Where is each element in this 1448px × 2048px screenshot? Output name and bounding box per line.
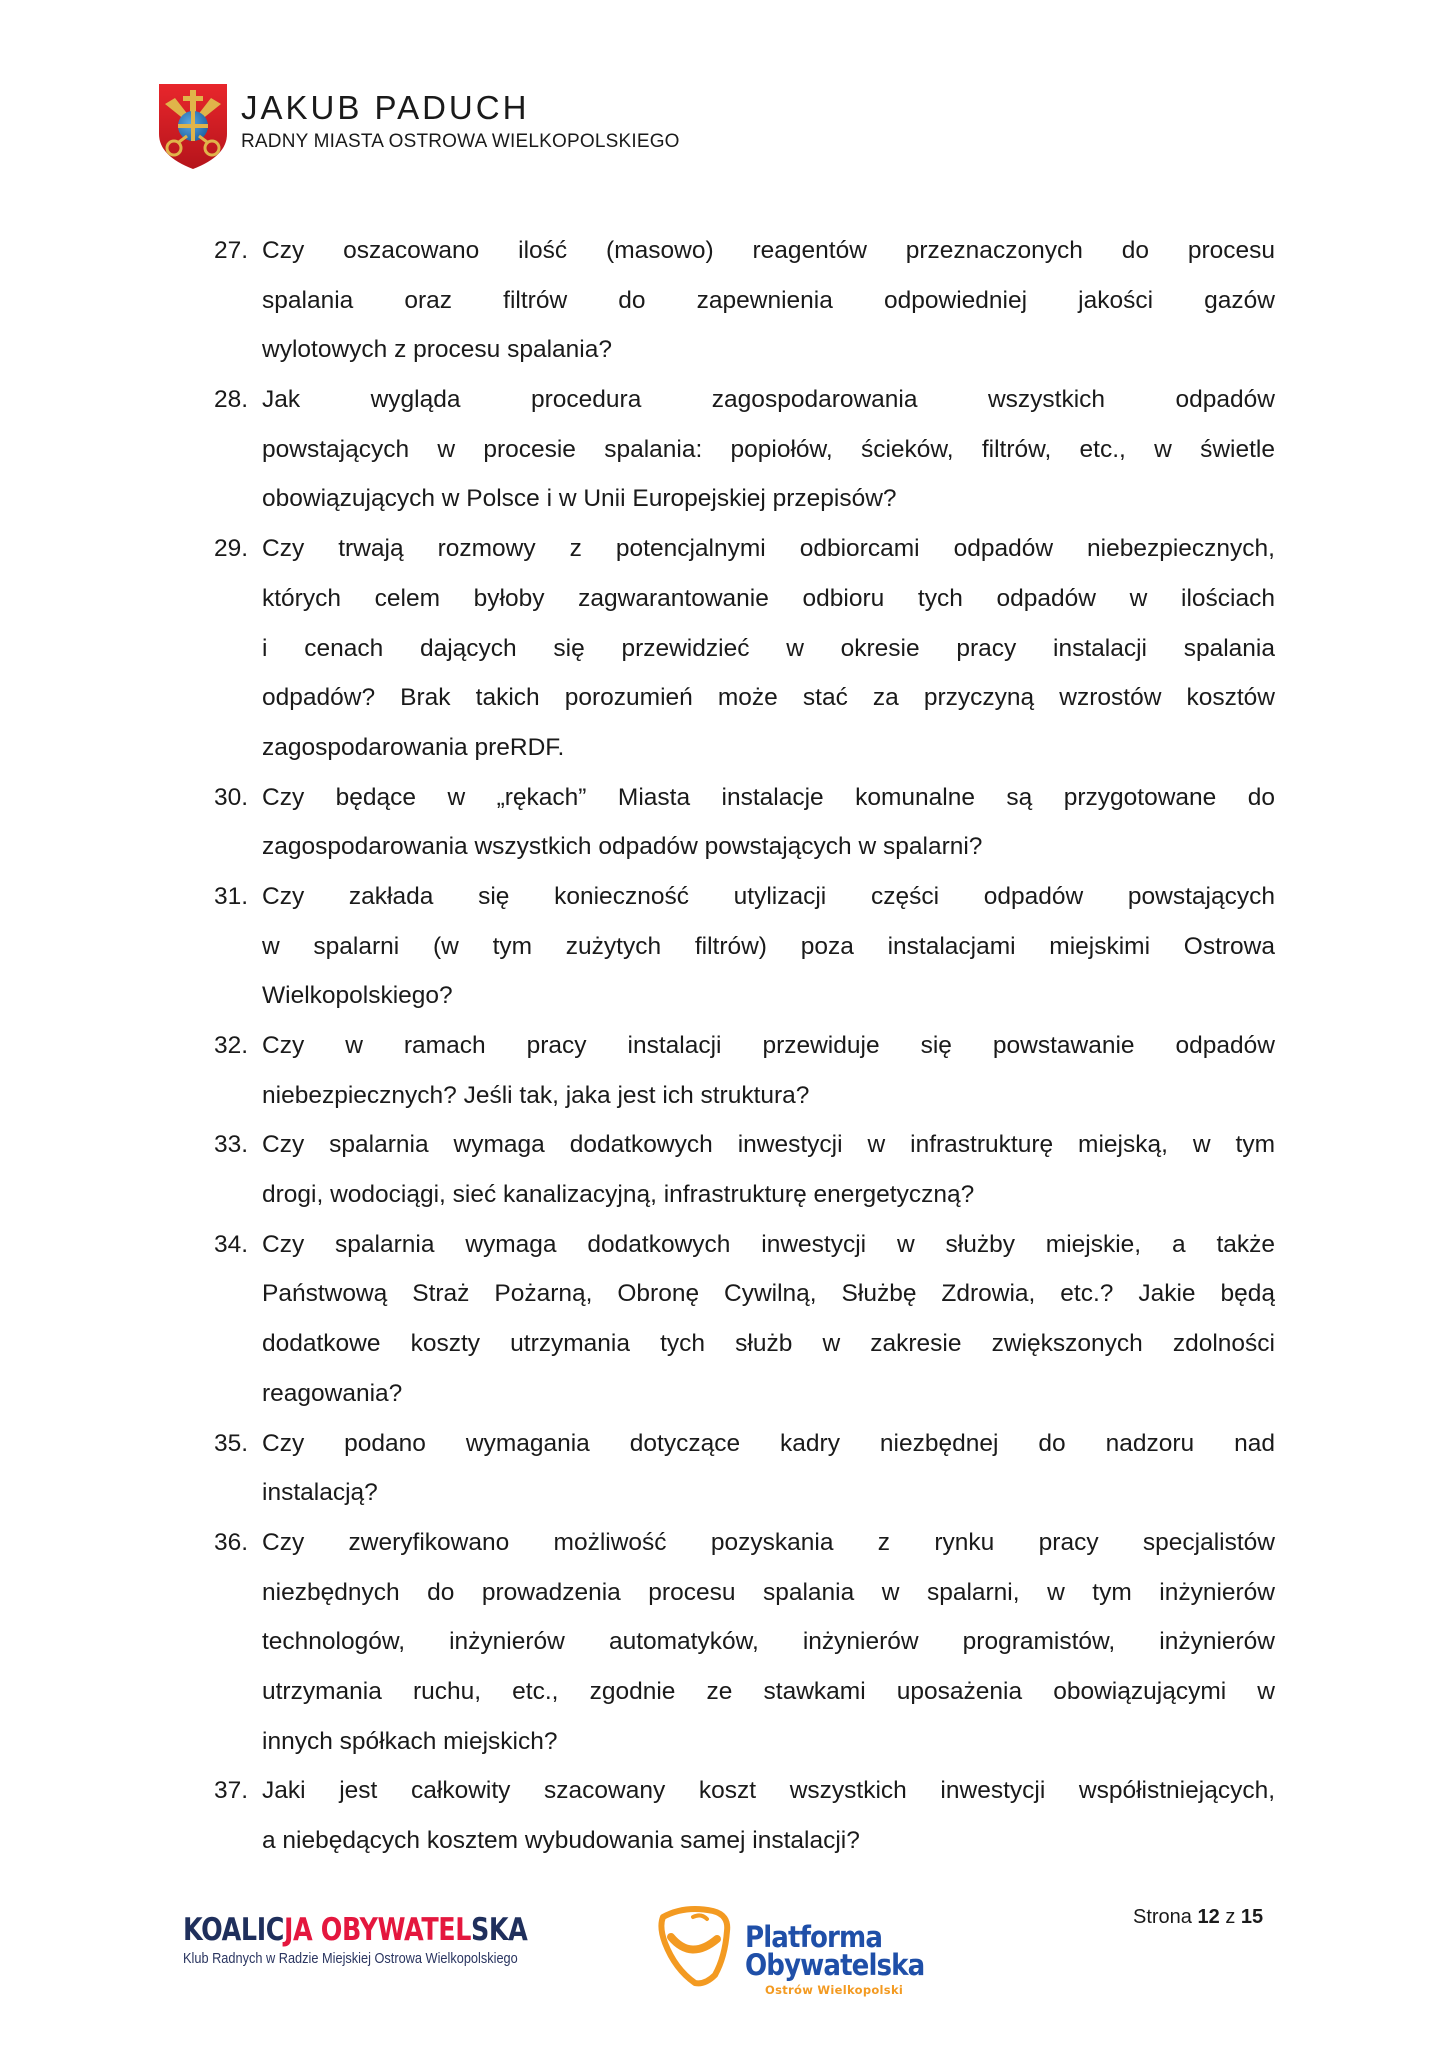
question-text [262,1120,1275,1219]
ko-title-part3: SKA [470,1912,528,1948]
question-number: 36. [214,1528,249,1556]
question-item [214,872,1275,1021]
page-separator: z [1225,1906,1236,1928]
question-number: 33. [214,1131,249,1159]
ko-title-part2: JA OBYWATEL [284,1912,471,1948]
question-text-line: utrzymania ruchu, etc., zgodnie ze stawkami uposażenia obowiązującymi w [262,1677,1275,1705]
question-text-line: Jaki jest całkowity szacowany koszt wszystkich inwestycji współistniejących, [262,1777,1275,1805]
question-text [262,226,1275,375]
question-text [262,1766,1275,1865]
question-text-line: spalania oraz filtrów do zapewnienia odpowiedniej jakości gazów [262,286,1275,314]
question-text [262,773,1275,872]
question-text-line: Czy spalarnia wymaga dodatkowych inwestycji w służby miejskie, a także [262,1230,1275,1258]
question-item [214,524,1275,772]
question-number: 31. [214,882,249,910]
question-number: 30. [214,783,249,811]
coat-of-arms-shield-icon [157,82,229,170]
question-item [214,226,1275,375]
question-text [262,1220,1275,1419]
question-text-line: odpadów? Brak takich porozumień może stać za przyczyną wzrostów kosztów [262,684,1275,712]
po-line1: Platforma [745,1920,883,1954]
question-text [262,1021,1275,1120]
question-number: 29. [214,535,249,563]
question-text-line: dodatkowe koszty utrzymania tych służb w zakresie zwiększonych zdolności [262,1330,1275,1358]
question-item [214,1220,1275,1419]
question-text-line: Wielkopolskiego? [262,982,453,1010]
po-shield-icon [655,1903,735,1987]
question-number: 27. [214,237,249,264]
question-text-line: technologów, inżynierów automatyków, inżynierów programistów, inżynierów [262,1628,1275,1656]
question-text-line: w spalarni (w tym zużytych filtrów) poza instalacjami miejskimi Ostrowa [262,932,1275,960]
question-number: 32. [214,1032,249,1059]
question-text-line: niebezpiecznych? Jeśli tak, jaka jest ich struktura? [262,1081,810,1109]
page-current: 12 [1197,1906,1220,1928]
ko-logo-title [183,1912,528,1948]
question-text-line: instalacją? [262,1479,378,1507]
question-item [214,375,1275,524]
koalicja-obywatelska-logo [183,1912,583,1968]
question-text-line: wylotowych z procesu spalania? [262,336,612,364]
question-text-line: drogi, wodociągi, sieć kanalizacyjną, infrastrukturę energetyczną? [262,1181,975,1209]
question-text-line: Czy w ramach pracy instalacji przewiduje się powstawanie odpadów [262,1032,1275,1059]
question-text-line: innych spółkach miejskich? [262,1727,558,1755]
author-title: RADNY MIASTA OSTROWA WIELKOPOLSKIEGO [241,131,680,152]
question-text-line: niezbędnych do prowadzenia procesu spalania w spalarni, w tym inżynierów [262,1578,1275,1606]
question-number: 28. [214,386,249,414]
question-text-line: których celem byłoby zagwarantowanie odbioru tych odpadów w ilościach [262,584,1275,612]
question-text-line: Czy trwają rozmowy z potencjalnymi odbiorcami odpadów niebezpiecznych, [262,535,1275,563]
question-text-line: Czy podano wymagania dotyczące kadry niezbędnej do nadzoru nad [262,1429,1275,1457]
question-number: 34. [214,1230,249,1258]
question-text [262,524,1275,772]
page-number [1133,1906,1263,1929]
question-text-line: Czy zweryfikowano możliwość pozyskania z rynku pracy specjalistów [262,1528,1275,1556]
ko-title-part1: KOALIC [183,1912,285,1948]
page-total: 15 [1240,1906,1264,1928]
question-text-line: powstających w procesie spalania: popiołów, ścieków, filtrów, etc., w świetle [262,435,1275,463]
question-list [214,226,1275,1866]
po-logo-text [745,1920,944,1997]
question-text-line: Czy oszacowano ilość (masowo) reagentów przeznaczonych do procesu [262,237,1275,264]
question-text [262,1419,1275,1518]
question-item [214,1419,1275,1518]
question-text-line: reagowania? [262,1379,403,1407]
page-label: Strona [1133,1906,1192,1928]
author-name: JAKUB PADUCH [241,89,530,126]
question-item [214,1766,1275,1865]
question-text-line: Czy spalarnia wymaga dodatkowych inwestycji w infrastrukturę miejską, w tym [262,1131,1275,1159]
po-line2: Obywatelska [745,1948,925,1982]
question-number: 35. [214,1429,249,1457]
question-item [214,773,1275,872]
question-text-line: Państwową Straż Pożarną, Obronę Cywilną, Służbę Zdrowia, etc.? Jakie będą [262,1280,1275,1308]
question-text-line: Czy będące w „rękach” Miasta instalacje komunalne są przygotowane do [262,783,1275,811]
question-number: 37. [214,1777,249,1805]
question-text-line: obowiązujących w Polsce i w Unii Europejskiej przepisów? [262,485,897,513]
po-city: Ostrów Wielkopolski [765,1983,904,1997]
question-text [262,1518,1275,1766]
question-text-line: Jak wygląda procedura zagospodarowania wszystkich odpadów [262,386,1275,414]
question-text-line: zagospodarowania preRDF. [262,733,565,761]
question-text-line: zagospodarowania wszystkich odpadów powstających w spalarni? [262,833,983,861]
platforma-obywatelska-logo [655,1903,925,2003]
question-text-line: i cenach dających się przewidzieć w okresie pracy instalacji spalania [262,634,1275,662]
question-item [214,1021,1275,1120]
question-item [214,1518,1275,1766]
question-text [262,375,1275,524]
question-text-line: Czy zakłada się konieczność utylizacji części odpadów powstających [262,882,1275,910]
ko-logo-subtitle: Klub Radnych w Radzie Miejskiej Ostrowa Wielkopolskiego [183,1951,518,1967]
question-text [262,872,1275,1021]
page-header [157,82,857,172]
question-item [214,1120,1275,1219]
question-text-line: a niebędących kosztem wybudowania samej instalacji? [262,1827,860,1854]
